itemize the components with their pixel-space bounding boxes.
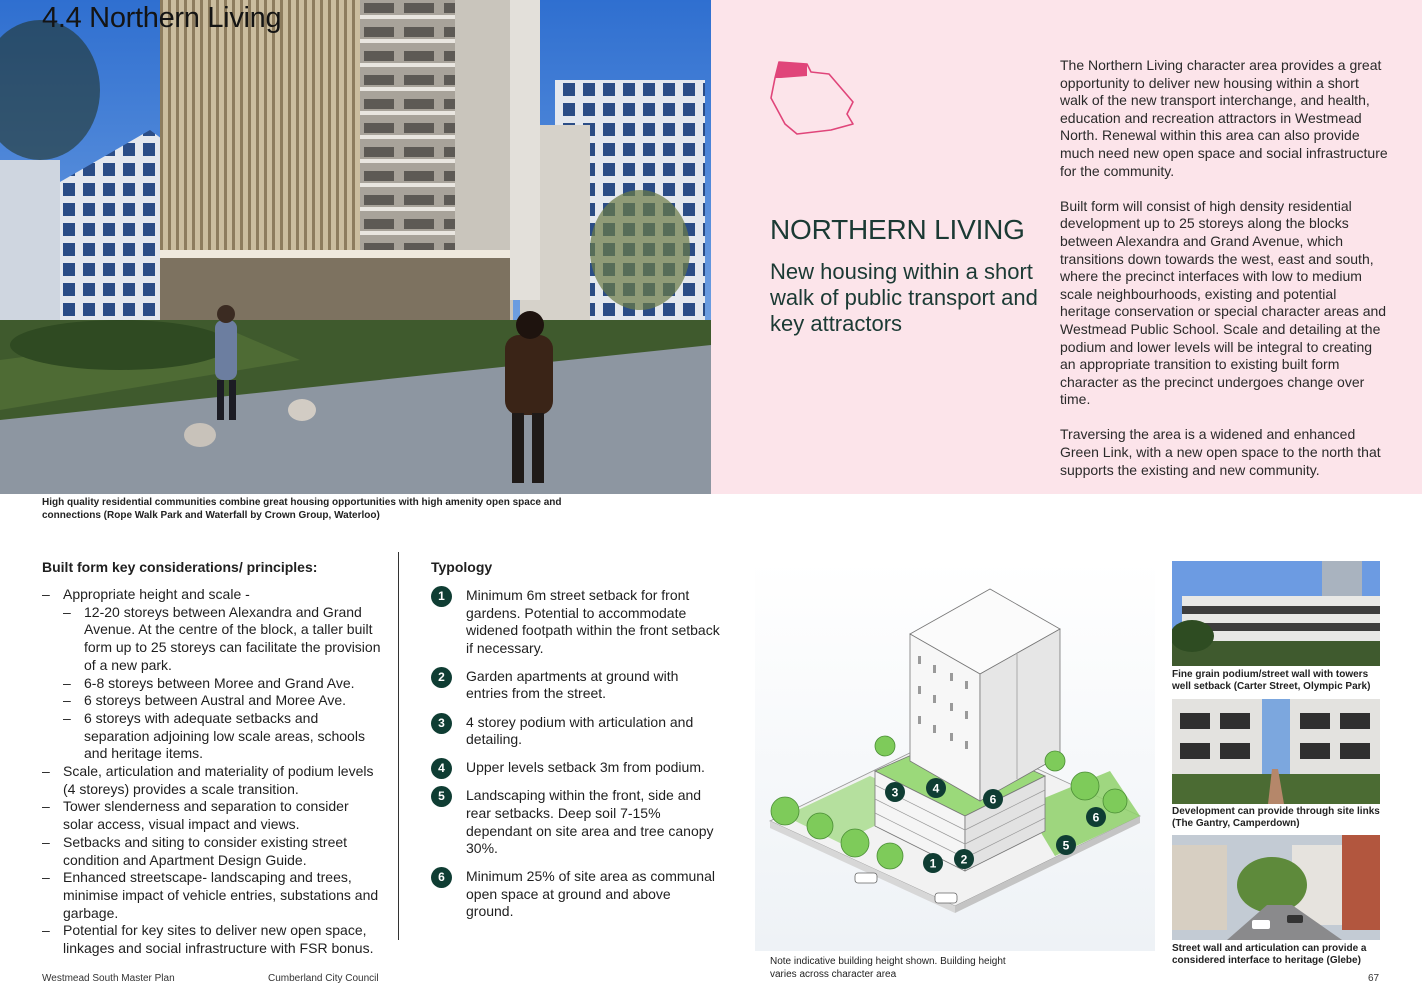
precedent-photo [1172, 835, 1380, 940]
list-item: – Enhanced streetscape- landscaping and trees, minimise impact of vehicle entries, substations and garbage. [42, 869, 382, 922]
precedent-caption: Street wall and articulation can provide a considered interface to heritage (Glebe) [1172, 943, 1367, 967]
list-item: – Scale, articulation and materiality of podium levels (4 storeys) provides a scale transition. [42, 763, 382, 798]
intro-text [1060, 57, 1390, 497]
diagram-marker-label: 3 [891, 785, 899, 800]
diagram-marker-label: 6 [989, 792, 997, 807]
typology-text: Minimum 25% of site area as communal open space at ground and above ground. [466, 868, 715, 920]
intro-paragraph: Built form will consist of high density residential development up to 25 storeys along the blocks between Alexandra and Grand Avenue, which transitions down towards the west, east and south, where the precinct interfaces with low to medium scale neighbourhoods, existing and potential heritage conservation or special character areas and Westmead Public School. Scale and detailing at the podium and lower levels will be integral to creating an appropriate transition to existing built form character as the precinct undergoes change over time. [1060, 197, 1387, 408]
principles-list [42, 586, 382, 958]
list-item: – 6 storeys with adequate setbacks and separation adjoining low scale areas, schools and heritage items. [63, 710, 382, 763]
precedent-caption: Fine grain podium/street wall with towers well setback (Carter Street, Olympic Park) [1172, 669, 1371, 693]
number-badge: 3 [431, 713, 452, 734]
list-item [431, 714, 721, 749]
principles-sublist [63, 604, 382, 763]
hero-photo [0, 0, 711, 494]
list-item [431, 587, 721, 657]
character-area-name: NORTHERN LIVING [770, 214, 1025, 245]
list-item: – Setbacks and siting to consider existing street condition and Apartment Design Guide. [42, 834, 382, 869]
list-item: – Tower slenderness and separation to consider solar access, visual impact and views. [42, 798, 382, 833]
number-badge: 5 [431, 786, 452, 807]
diagram-marker-label: 6 [1092, 810, 1100, 825]
page-number: 67 [1368, 973, 1380, 984]
footer-council: Cumberland City Council [268, 973, 379, 984]
list-item: – 12-20 storeys between Alexandra and Grand Avenue. At the centre of the block, a taller built form up to 25 storeys can facilitate the provision of a new park. [63, 604, 382, 675]
diagram-marker-label: 2 [960, 852, 968, 867]
number-badge: 2 [431, 667, 452, 688]
character-area-tagline: New housing within a short walk of public transport and key attractors [770, 259, 1038, 336]
typology-diagram [755, 561, 1155, 951]
diagram-note: Note indicative building height shown. Building height varies across character area [770, 956, 1006, 980]
character-area-map-icon [767, 58, 859, 140]
hero-caption: High quality residential communities combine great housing opportunities with high amenity open space and connections (Rope Walk Park and Waterfall by Crown Group, Waterloo) [42, 497, 562, 521]
diagram-marker-label: 5 [1062, 838, 1070, 853]
footer-doc-title: Westmead South Master Plan [42, 973, 175, 984]
typology-heading: Typology [431, 559, 493, 575]
list-item: – 6 storeys between Austral and Moree Ave. [63, 692, 382, 710]
precedent-caption: Development can provide through site links (The Gantry, Camperdown) [1172, 806, 1380, 830]
precedent-photo [1172, 561, 1380, 666]
principle-text: Appropriate height and scale - [63, 586, 250, 602]
typology-text: Upper levels setback 3m from podium. [466, 759, 705, 776]
list-item [431, 668, 721, 703]
list-item [431, 759, 721, 777]
number-badge: 6 [431, 867, 452, 888]
precedent-photo [1172, 699, 1380, 804]
typology-text: Landscaping within the front, side and rear setbacks. Deep soil 7-15% dependant on site area and tree canopy 30%. [466, 787, 714, 857]
typology-text: Garden apartments at ground with entries from the street. [466, 667, 679, 702]
list-item: – Potential for key sites to deliver new open space, linkages and social infrastructure with FSR bonus. [42, 922, 382, 957]
column-divider [398, 552, 399, 940]
list-item [431, 868, 721, 921]
diagram-marker-label: 1 [929, 856, 937, 871]
typology-text: 4 storey podium with articulation and detailing. [466, 713, 694, 748]
typology-list [431, 587, 721, 932]
principles-heading: Built form key considerations/ principles: [42, 559, 318, 575]
intro-paragraph: The Northern Living character area provides a great opportunity to deliver new housing within a short walk of the new transport interchange, and health, education and recreation attractors in Westmead North. Renewal within this area can also provide much need new open space and social infrastructure for the community. [1060, 57, 1388, 179]
number-badge: 4 [431, 758, 452, 779]
list-item [42, 586, 382, 763]
list-item: – 6-8 storeys between Moree and Grand Ave. [63, 675, 382, 693]
number-badge: 1 [431, 586, 452, 607]
intro-paragraph: Traversing the area is a widened and enhanced Green Link, with a new open space to the north that supports the existing and new community. [1060, 426, 1381, 478]
section-title: 4.4 Northern Living [42, 2, 282, 34]
diagram-marker-label: 4 [932, 781, 940, 796]
list-item [431, 787, 721, 857]
typology-text: Minimum 6m street setback for front gardens. Potential to accommodate widened footpath within the front setback if necessary. [466, 587, 720, 656]
